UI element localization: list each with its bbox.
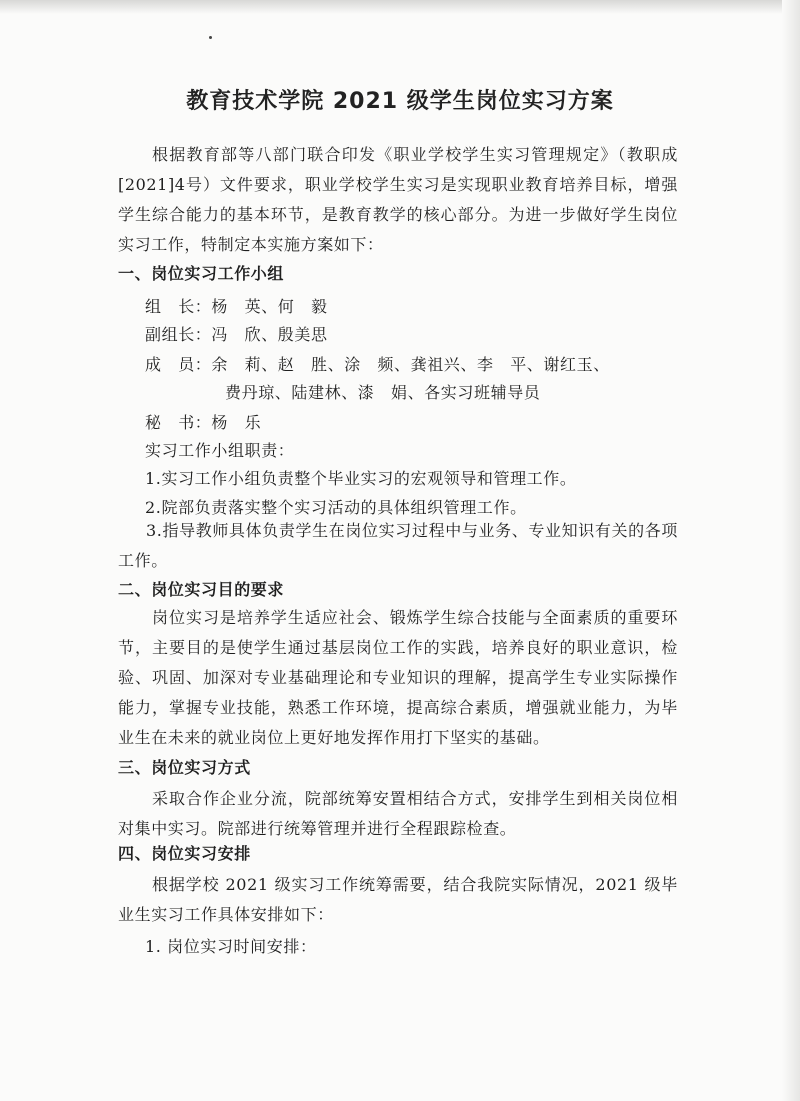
group-secretary: 秘 书：杨 乐	[145, 413, 262, 432]
duty-item-2: 2.院部负责落实整个实习活动的具体组织管理工作。	[145, 498, 527, 517]
schedule-item-1: 1. 岗位实习时间安排：	[145, 937, 317, 956]
section4-body: 根据学校 2021 级实习工作统筹需要，结合我院实际情况，2021 级毕业生实习工作具体安排如下：	[118, 875, 678, 924]
duty-item-3: 3.指导教师具体负责学生在岗位实习过程中与业务、专业知识有关的各项工作。	[118, 521, 678, 570]
group-leader: 组 长：杨 英、何 毅	[145, 297, 328, 316]
section3-body: 采取合作企业分流，院部统筹安置相结合方式，安排学生到相关岗位相对集中实习。院部进行统筹管理并进行全程跟踪检查。	[118, 789, 678, 838]
duties-label: 实习工作小组职责：	[145, 441, 295, 460]
document-title: 教育技术学院 2021 级学生岗位实习方案	[186, 89, 614, 114]
section2-body: 岗位实习是培养学生适应社会、锻炼学生综合技能与全面素质的重要环节，主要目的是使学生通过基层岗位工作的实践，培养良好的职业意识，检验、巩固、加深对专业基础理论和专业知识的理解，提高学生专业实际操作能力，掌握专业技能，熟悉工作环境，提高综合素质，增强就业能力，为毕业生在未来的就业岗位上更好地发挥作用打下坚实的基础。	[118, 608, 678, 747]
intro-paragraph: 根据教育部等八部门联合印发《职业学校学生实习管理规定》（教职成[2021]4号）文件要求，职业学校学生实习是实现职业教育培养目标，增强学生综合能力的基本环节，是教育教学的核心部分。为进一步做好学生岗位实习工作，特制定本实施方案如下：	[118, 145, 678, 254]
section3-heading: 三、岗位实习方式	[118, 758, 251, 777]
scan-speck	[209, 36, 212, 39]
group-members-cont: 费丹琼、陆建林、漆 娟、各实习班辅导员	[225, 383, 541, 402]
duty-item-1: 1.实习工作小组负责整个毕业实习的宏观领导和管理工作。	[145, 469, 577, 488]
section2-heading: 二、岗位实习目的要求	[118, 580, 285, 599]
scan-shadow-top	[0, 0, 800, 14]
group-members: 成 员：余 莉、赵 胜、涂 频、龚祖兴、李 平、谢红玉、	[145, 355, 610, 374]
section1-heading: 一、岗位实习工作小组	[118, 264, 285, 283]
section4-heading: 四、岗位实习安排	[118, 844, 251, 863]
group-deputy: 副组长：冯 欣、殷美思	[145, 325, 328, 344]
scan-shadow-right	[782, 0, 800, 1101]
